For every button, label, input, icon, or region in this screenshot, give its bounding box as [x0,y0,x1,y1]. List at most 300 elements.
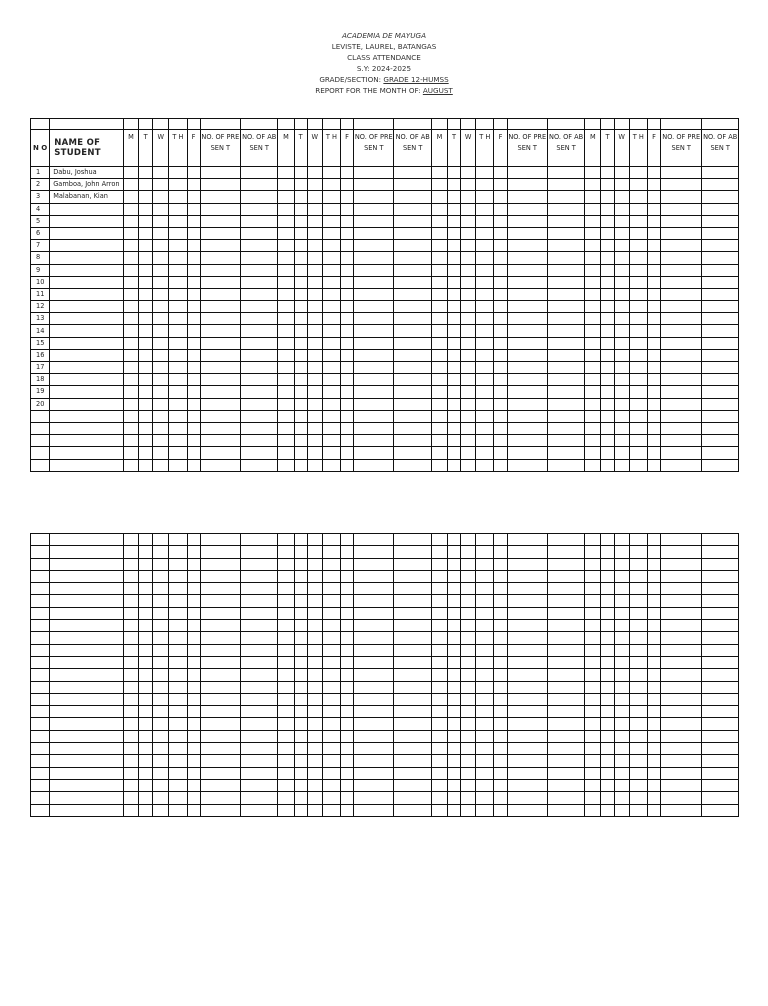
attendance-cell [494,227,507,239]
attendance-cell [661,743,702,755]
attendance-cell [547,804,584,816]
attendance-cell [322,779,340,791]
attendance-cell [340,632,353,644]
attendance-cell [278,570,294,582]
attendance-cell [547,362,584,374]
attendance-cell [322,301,340,313]
attendance-cell [31,583,50,595]
attendance-cell [354,252,394,264]
attendance-cell [354,779,394,791]
attendance-cell [494,167,507,179]
attendance-cell [322,718,340,730]
attendance-cell [702,755,739,767]
attendance-cell [322,620,340,632]
attendance-cell [169,386,187,398]
attendance-cell [241,240,278,252]
attendance-cell [153,362,169,374]
attendance-cell [601,167,614,179]
attendance-cell [139,191,153,203]
attendance-cell [461,191,476,203]
attendance-cell [702,570,739,582]
attendance-cell [647,191,660,203]
attendance-cell [153,349,169,361]
attendance-cell [169,693,187,705]
attendance-cell [507,681,547,693]
attendance-cell [702,644,739,656]
attendance-cell [431,288,447,300]
attendance-cell [187,167,200,179]
attendance-cell [585,755,601,767]
attendance-cell [31,620,50,632]
attendance-cell [702,203,739,215]
attendance-cell [307,386,322,398]
attendance-cell [322,656,340,668]
attendance-cell [507,804,547,816]
attendance-cell [153,422,169,434]
attendance-cell [614,349,629,361]
attendance-cell [629,632,647,644]
attendance-cell [394,570,431,582]
attendance-cell [354,435,394,447]
attendance-cell [50,534,124,546]
attendance-cell [278,583,294,595]
attendance-cell [200,362,240,374]
attendance-cell [354,730,394,742]
attendance-cell [547,534,584,546]
attendance-cell [394,215,431,227]
attendance-cell [394,459,431,471]
attendance-cell [169,804,187,816]
attendance-cell [448,362,461,374]
attendance-cell [50,644,124,656]
attendance-cell [169,313,187,325]
attendance-cell [187,276,200,288]
day-header: F [647,130,660,167]
attendance-cell [241,398,278,410]
attendance-cell [507,301,547,313]
attendance-cell [461,252,476,264]
attendance-cell [307,804,322,816]
attendance-cell [647,179,660,191]
attendance-cell [187,191,200,203]
present-count-header: NO. OF PRESEN T [200,130,240,167]
attendance-cell [241,325,278,337]
attendance-cell [702,276,739,288]
attendance-cell [200,167,240,179]
document-title: CLASS ATTENDANCE [347,53,421,62]
attendance-cell [322,669,340,681]
attendance-cell [123,730,138,742]
attendance-cell [431,276,447,288]
day-header: M [431,130,447,167]
attendance-cell [200,718,240,730]
attendance-cell [461,349,476,361]
attendance-cell [494,435,507,447]
attendance-cell [461,301,476,313]
attendance-cell [394,681,431,693]
attendance-cell [702,386,739,398]
attendance-cell [169,706,187,718]
attendance-cell [629,656,647,668]
attendance-cell [507,546,547,558]
attendance-cell [585,534,601,546]
attendance-cell [187,459,200,471]
attendance-cell [394,337,431,349]
student-name [50,410,124,422]
attendance-cell [394,558,431,570]
attendance-cell [169,301,187,313]
attendance-cell [647,288,660,300]
attendance-cell [394,792,431,804]
attendance-cell [461,546,476,558]
attendance-cell [431,227,447,239]
attendance-cell [647,459,660,471]
attendance-cell [187,301,200,313]
attendance-cell [448,325,461,337]
attendance-cell [340,534,353,546]
attendance-cell [394,632,431,644]
attendance-cell [169,534,187,546]
attendance-cell [200,706,240,718]
attendance-cell [50,595,124,607]
attendance-cell [431,264,447,276]
attendance-cell [614,179,629,191]
attendance-cell [702,301,739,313]
attendance-cell [614,374,629,386]
attendance-cell [294,337,307,349]
attendance-cell [322,410,340,422]
attendance-cell [647,534,660,546]
attendance-cell [307,167,322,179]
student-name [50,301,124,313]
attendance-cell [340,191,353,203]
attendance-cell [294,374,307,386]
attendance-cell [294,325,307,337]
attendance-cell [601,410,614,422]
student-name [50,349,124,361]
table-row [31,227,739,239]
attendance-cell [123,743,138,755]
attendance-cell [476,386,494,398]
attendance-cell [340,167,353,179]
table-row [31,288,739,300]
attendance-cell [294,595,307,607]
attendance-cell [322,607,340,619]
attendance-cell [169,743,187,755]
attendance-cell [241,570,278,582]
attendance-cell [50,730,124,742]
attendance-cell [661,620,702,632]
attendance-cell [153,730,169,742]
attendance-cell [294,215,307,227]
attendance-cell [322,240,340,252]
attendance-cell [354,276,394,288]
attendance-cell [394,718,431,730]
attendance-cell [647,203,660,215]
attendance-cell [461,386,476,398]
attendance-cell [476,301,494,313]
attendance-cell [354,570,394,582]
attendance-cell [187,203,200,215]
attendance-cell [354,693,394,705]
attendance-cell [661,227,702,239]
attendance-cell [647,767,660,779]
student-name [50,459,124,471]
attendance-cell [294,179,307,191]
attendance-cell [322,447,340,459]
attendance-cell [31,595,50,607]
attendance-cell [614,595,629,607]
attendance-cell [294,203,307,215]
attendance-cell [307,755,322,767]
attendance-cell [476,595,494,607]
attendance-cell [340,227,353,239]
attendance-cell [153,252,169,264]
attendance-cell [394,656,431,668]
attendance-cell [647,693,660,705]
spacer-cell [702,119,739,130]
attendance-cell [431,767,447,779]
attendance-cell [585,276,601,288]
attendance-cell [394,804,431,816]
attendance-cell [431,203,447,215]
attendance-cell [476,313,494,325]
attendance-cell [494,534,507,546]
attendance-cell [187,718,200,730]
attendance-cell [585,730,601,742]
attendance-cell [200,203,240,215]
attendance-cell [629,374,647,386]
attendance-cell [476,804,494,816]
attendance-cell [307,264,322,276]
attendance-cell [169,718,187,730]
attendance-cell [661,693,702,705]
present-count-header: NO. OF PRESEN T [507,130,547,167]
attendance-cell [601,435,614,447]
attendance-cell [200,730,240,742]
attendance-cell [307,252,322,264]
attendance-cell [547,558,584,570]
attendance-cell [307,743,322,755]
attendance-cell [431,398,447,410]
attendance-cell [139,398,153,410]
attendance-cell [123,792,138,804]
attendance-cell [614,288,629,300]
attendance-cell [494,669,507,681]
attendance-cell [394,252,431,264]
attendance-cell [461,459,476,471]
attendance-cell [340,730,353,742]
attendance-cell [702,288,739,300]
attendance-cell [278,706,294,718]
row-number: 3 [31,191,50,203]
attendance-cell [547,681,584,693]
attendance-cell [31,743,50,755]
attendance-cell [614,607,629,619]
attendance-cell [547,167,584,179]
grade-section-label: GRADE/SECTION: [319,75,384,84]
attendance-cell [461,730,476,742]
spacer-cell [547,119,584,130]
attendance-cell [340,240,353,252]
attendance-cell [494,325,507,337]
attendance-cell [494,656,507,668]
attendance-cell [647,546,660,558]
attendance-cell [448,252,461,264]
attendance-cell [153,179,169,191]
attendance-cell [547,583,584,595]
attendance-cell [307,325,322,337]
attendance-cell [661,644,702,656]
day-header: F [340,130,353,167]
attendance-cell [340,607,353,619]
attendance-cell [494,779,507,791]
attendance-cell [169,362,187,374]
attendance-cell [139,179,153,191]
attendance-cell [294,386,307,398]
attendance-cell [139,534,153,546]
attendance-cell [476,792,494,804]
attendance-cell [547,620,584,632]
attendance-cell [507,313,547,325]
table-row [31,644,739,656]
attendance-cell [547,779,584,791]
attendance-cell [507,570,547,582]
attendance-cell [354,546,394,558]
day-header: T H [322,130,340,167]
attendance-cell [507,410,547,422]
attendance-cell [661,179,702,191]
attendance-cell [139,620,153,632]
attendance-cell [153,669,169,681]
attendance-cell [241,227,278,239]
attendance-cell [448,607,461,619]
attendance-cell [647,313,660,325]
attendance-cell [585,215,601,227]
attendance-cell [476,288,494,300]
attendance-cell [614,410,629,422]
attendance-cell [601,288,614,300]
attendance-cell [647,706,660,718]
attendance-cell [601,398,614,410]
attendance-cell [340,656,353,668]
attendance-cell [601,447,614,459]
attendance-cell [448,570,461,582]
attendance-cell [354,240,394,252]
attendance-cell [241,595,278,607]
attendance-cell [507,459,547,471]
spacer-cell [494,119,507,130]
attendance-cell [629,410,647,422]
attendance-cell [494,179,507,191]
student-name [50,398,124,410]
attendance-cell [354,227,394,239]
attendance-cell [702,779,739,791]
attendance-cell [241,422,278,434]
table-row [31,681,739,693]
attendance-cell [702,681,739,693]
attendance-cell [153,410,169,422]
attendance-cell [322,558,340,570]
attendance-cell [547,191,584,203]
attendance-cell [547,313,584,325]
attendance-cell [31,755,50,767]
attendance-cell [187,595,200,607]
attendance-cell [50,546,124,558]
present-count-header: NO. OF PRESEN T [661,130,702,167]
attendance-cell [461,595,476,607]
attendance-cell [307,203,322,215]
attendance-cell [629,325,647,337]
attendance-cell [307,227,322,239]
attendance-table-continuation [30,533,739,817]
spacer-cell [431,119,447,130]
attendance-cell [661,349,702,361]
attendance-cell [702,730,739,742]
attendance-cell [307,779,322,791]
attendance-cell [585,595,601,607]
spacer-cell [461,119,476,130]
attendance-cell [431,410,447,422]
attendance-cell [307,644,322,656]
table-row [31,779,739,791]
student-name: Gamboa, John Arron [50,179,124,191]
attendance-cell [200,374,240,386]
attendance-cell [431,179,447,191]
attendance-cell [601,349,614,361]
spacer-cell [585,119,601,130]
attendance-cell [585,779,601,791]
attendance-cell [241,435,278,447]
attendance-cell [139,595,153,607]
attendance-cell [307,179,322,191]
grade-section-line [0,74,768,85]
attendance-cell [461,779,476,791]
attendance-cell [614,804,629,816]
attendance-cell [507,374,547,386]
attendance-cell [394,325,431,337]
attendance-cell [702,337,739,349]
attendance-cell [601,301,614,313]
attendance-cell [123,276,138,288]
attendance-cell [123,337,138,349]
attendance-cell [241,191,278,203]
attendance-cell [431,644,447,656]
attendance-cell [394,534,431,546]
attendance-cell [507,534,547,546]
attendance-cell [139,264,153,276]
attendance-cell [278,693,294,705]
attendance-cell [394,583,431,595]
attendance-cell [200,215,240,227]
attendance-cell [601,681,614,693]
attendance-cell [702,374,739,386]
attendance-cell [614,191,629,203]
attendance-cell [476,435,494,447]
attendance-cell [139,313,153,325]
attendance-cell [476,167,494,179]
spacer-cell [601,119,614,130]
attendance-cell [431,681,447,693]
attendance-cell [661,669,702,681]
attendance-cell [322,546,340,558]
attendance-cell [123,755,138,767]
attendance-cell [448,374,461,386]
attendance-cell [294,398,307,410]
attendance-cell [647,386,660,398]
table-row [31,558,739,570]
attendance-cell [278,203,294,215]
